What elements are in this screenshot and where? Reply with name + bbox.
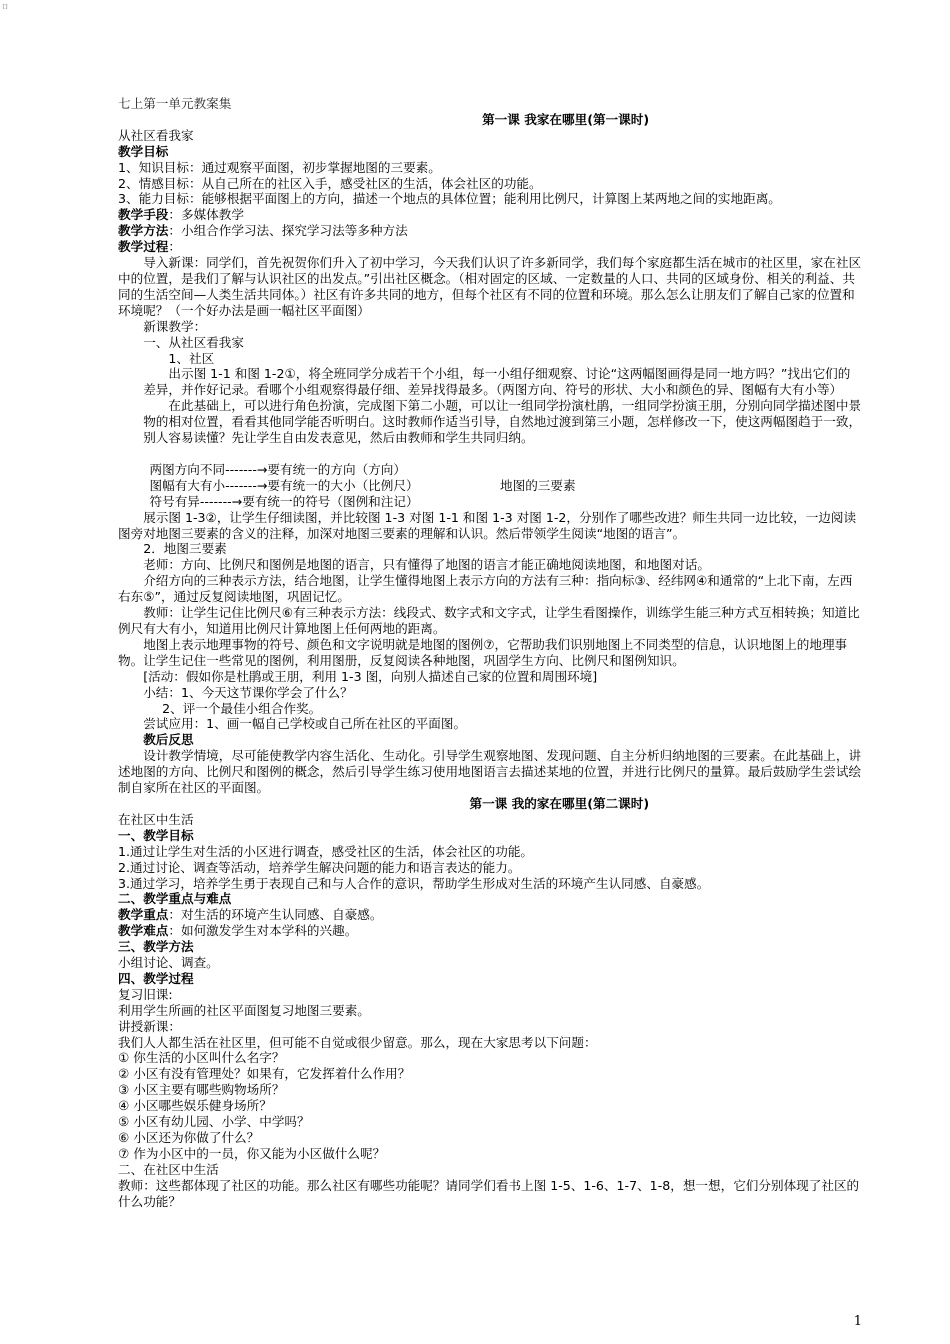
method-heading: 教学方法 [118, 223, 169, 239]
map-three-elements-label: 地图的三要素 [500, 477, 576, 493]
l2-question-4: ④ 小区哪些娱乐健身场所？ [118, 1098, 272, 1114]
l2-review-label: 复习旧课: [118, 986, 173, 1002]
rule-direction: 两图方向不同-------→要有统一的方向（方向） [149, 461, 406, 477]
try-apply: 尝试应用：1、画一幅自己学校或自己所在社区的平面图。 [143, 716, 467, 732]
lesson1-title: 第一课 我家在哪里(第一课时) [482, 111, 650, 127]
document-body [118, 96, 862, 1210]
spacer [118, 446, 862, 462]
reflection-paragraph: 设计教学情境，尽可能使教学内容生活化、生动化。引导学生观察地图、发现问题、自主分析归纳地图的三要素。在此基础上，讲述地图的方向、比例尺和图例的概念，然后引导学生练习使用地图语言去描述某地的位置，并进行比例尺的量算。最后鼓励学生尝试绘制自家所在社区的平面图。 [118, 748, 862, 796]
l2-method: 小组讨论、调查。 [118, 955, 219, 971]
map-elements-rules [118, 462, 862, 510]
section-1-heading: 一、从社区看我家 [143, 334, 244, 350]
page-number: 1 [853, 1314, 862, 1330]
l2-process-heading: 四、教学过程 [118, 970, 194, 986]
rule-scale: 图幅有大有小-------→要有统一的大小（比例尺） [149, 477, 419, 493]
objective-3: 3、能力目标：能够根据平面图上的方向，描述一个地点的具体位置；能利用比例尺，计算图上某两地之间的实地距离。 [118, 191, 781, 207]
l2-method-heading: 三、教学方法 [118, 939, 194, 955]
process-colon: ： [168, 239, 181, 255]
teacher-scale: 教师：让学生记住比例尺⑥有三种表示方法：线段式、数字式和文字式，让学生看图操作，训练学生能三种方式互相转换；知道比例尺有大有小，知道用比例尺计算地图上任何两地的距离。 [118, 605, 860, 636]
l2-objective-3: 3.通过学习，培养学生勇于表现自己和与人合作的意识，帮助学生形成对生活的环境产生认同感、自豪感。 [118, 875, 710, 891]
l2-question-1: ① 你生活的小区叫什么名字？ [118, 1050, 285, 1066]
direction-methods: 介绍方向的三种表示方法，结合地图，让学生懂得地图上表示方向的方法有三种：指向标③、经纬网④和通常的“上北下南，左西右东⑤”，通过反复阅读地图，巩固记忆。 [118, 573, 853, 605]
l2-review-text: 利用学生所画的社区平面图复习地图三要素。 [118, 1002, 370, 1018]
section-1-1-heading: 1、社区 [168, 350, 215, 366]
difficulty-heading: 教学难点 [118, 923, 169, 939]
summary-2: 2、评一个最佳小组合作奖。 [162, 700, 322, 716]
l2-question-6: ⑥ 小区还为你做了什么？ [118, 1130, 260, 1145]
corner-mark: 口 [2, 4, 9, 11]
process-heading: 教学过程 [118, 239, 169, 255]
lesson1-subtitle: 从社区看我家 [118, 127, 194, 143]
l2-objective-1: 1.通过让学生对生活的小区进行调查，感受社区的生活，体会社区的功能。 [118, 843, 534, 859]
summary-1: 小结：1、今天这节课你学会了什么？ [143, 684, 353, 700]
l2-key-points-heading: 二、教学重点与难点 [118, 891, 232, 907]
l2-question-5: ⑤ 小区有幼儿园、小学、中学吗？ [118, 1114, 310, 1130]
key-text: ：对生活的环境产生认同感、自豪感。 [168, 907, 383, 923]
difficulty-text: ：如何激发学生对本学科的兴趣。 [168, 923, 358, 939]
teaching-means [118, 207, 862, 223]
key-heading: 教学重点 [118, 907, 169, 923]
means-heading: 教学手段 [118, 207, 169, 223]
rule-legend: 符号有异-------→要有统一的符号（图例和注记） [149, 493, 419, 509]
l2-question-2: ② 小区有没有管理处？如果有，它发挥着什么作用？ [118, 1066, 411, 1082]
l2-question-7: ⑦ 作为小区中的一员，你又能为小区做什么呢？ [118, 1145, 386, 1161]
lesson2-subtitle: 在社区中生活 [118, 811, 194, 827]
page-header: 七上第一单元教案集 [118, 96, 232, 111]
means-text: ：多媒体教学 [168, 207, 244, 223]
teaching-method [118, 223, 862, 239]
teaching-process [118, 239, 862, 255]
l2-objective-2: 2.通过讨论、调查等活动，培养学生解决问题的能力和语言表达的能力。 [118, 859, 521, 875]
l2-section-2-heading: 二、在社区中生活 [118, 1161, 219, 1177]
intro-paragraph: 导入新课：同学们，首先祝贺你们升入了初中学习，今天我们认识了许多新同学，我们每个家庭都生活在城市的社区里，家在社区中的位置，是我们了解与认识社区的出发点。”引出社区概念。（相对固定的区域、一定数量的人口、共同的区域身份、相关的利益、共同的生活空间—人类生活共同体。）社区有许多共同的地方，但每个社区有不同的位置和环境。那么怎么让朋友们了解自己家的位置和环境呢？（一个好办法是画一幅社区平面图） [118, 255, 862, 318]
reflection-heading: 教后反思 [143, 732, 194, 748]
l2-key-point [118, 907, 862, 923]
objectives-heading: 教学目标 [118, 143, 169, 159]
l2-teach-new-label: 讲授新课： [118, 1018, 181, 1034]
show-figures-paragraph: 出示图 1-1 和图 1-2①，将全班同学分成若干个小组，每一小组仔细观察、讨论“这两幅图画得是同一地方吗？”找出它们的差异，并作好记录。看哪个小组观察得最仔细、差异找得最多。（两图方向、符号的形状、大小和颜色的异、图幅有大有小等） [143, 366, 851, 398]
show-figure-3-paragraph: 展示图 1-3②，让学生仔细读图，并比较图 1-3 对图 1-1 和图 1-3 对图 1-2，分别作了哪些改进？师生共同一边比较，一边阅读图旁对地图三要素的含义的注释，加深对地图三要素的理解和认识。然后带领学生阅读“地图的语言”。 [118, 509, 857, 541]
lesson2-title: 第一课 我的家在哪里(第二课时) [469, 795, 650, 811]
section-1-2-heading: 2．地图三要素 [143, 541, 227, 557]
activity-note: [活动：假如你是杜鹃或王朋，利用 1-3 图，向别人描述自己家的位置和周围环境] [143, 668, 598, 684]
l2-difficulty [118, 923, 862, 939]
l2-objectives-heading: 一、教学目标 [118, 827, 194, 843]
method-text: ：小组合作学习法、探究学习法等多种方法 [168, 223, 408, 239]
l2-teacher-paragraph: 教师：这些都体现了社区的功能。那么社区有哪些功能呢？请同学们看书上图 1-5、1-6、1-7、1-8，想一想，它们分别体现了社区的什么功能？ [118, 1177, 860, 1209]
role-play-paragraph: 在此基础上，可以进行角色扮演，完成图下第二小题，可以让一组同学扮演杜鹃，一组同学扮演王朋，分别向同学描述图中景物的相对位置，看看其他同学能否听明白。这时教师作适当引导，自然地过渡到第三小题，怎样修改一下，使这两幅图趋于一致，别人容易读懂？先让学生自由发表意见，然后由教师和学生共同归纳。 [143, 398, 862, 446]
teacher-map-language: 老师：方向、比例尺和图例是地图的语言，只有懂得了地图的语言才能正确地阅读地图，和地图对话。 [143, 557, 710, 573]
l2-think-prompt: 我们人人都生活在社区里，但可能不自觉或很少留意。那么，现在大家思考以下问题： [118, 1034, 597, 1050]
objective-2: 2、情感目标：从自己所在的社区入手，感受社区的生活，体会社区的功能。 [118, 175, 542, 191]
objective-1: 1、知识目标：通过观察平面图，初步掌握地图的三要素。 [118, 159, 441, 175]
legend-paragraph: 地图上表示地理事物的符号、颜色和文字说明就是地图的图例⑦，它帮助我们识别地图上不同类型的信息，认识地图上的地理事物。让学生记住一些常见的图例，利用图册，反复阅读各种地图，巩固学生方向、比例尺和图例知识。 [118, 636, 848, 668]
l2-question-3: ③ 小区主要有哪些购物场所？ [118, 1082, 285, 1098]
new-lesson-label: 新课教学： [143, 318, 207, 334]
